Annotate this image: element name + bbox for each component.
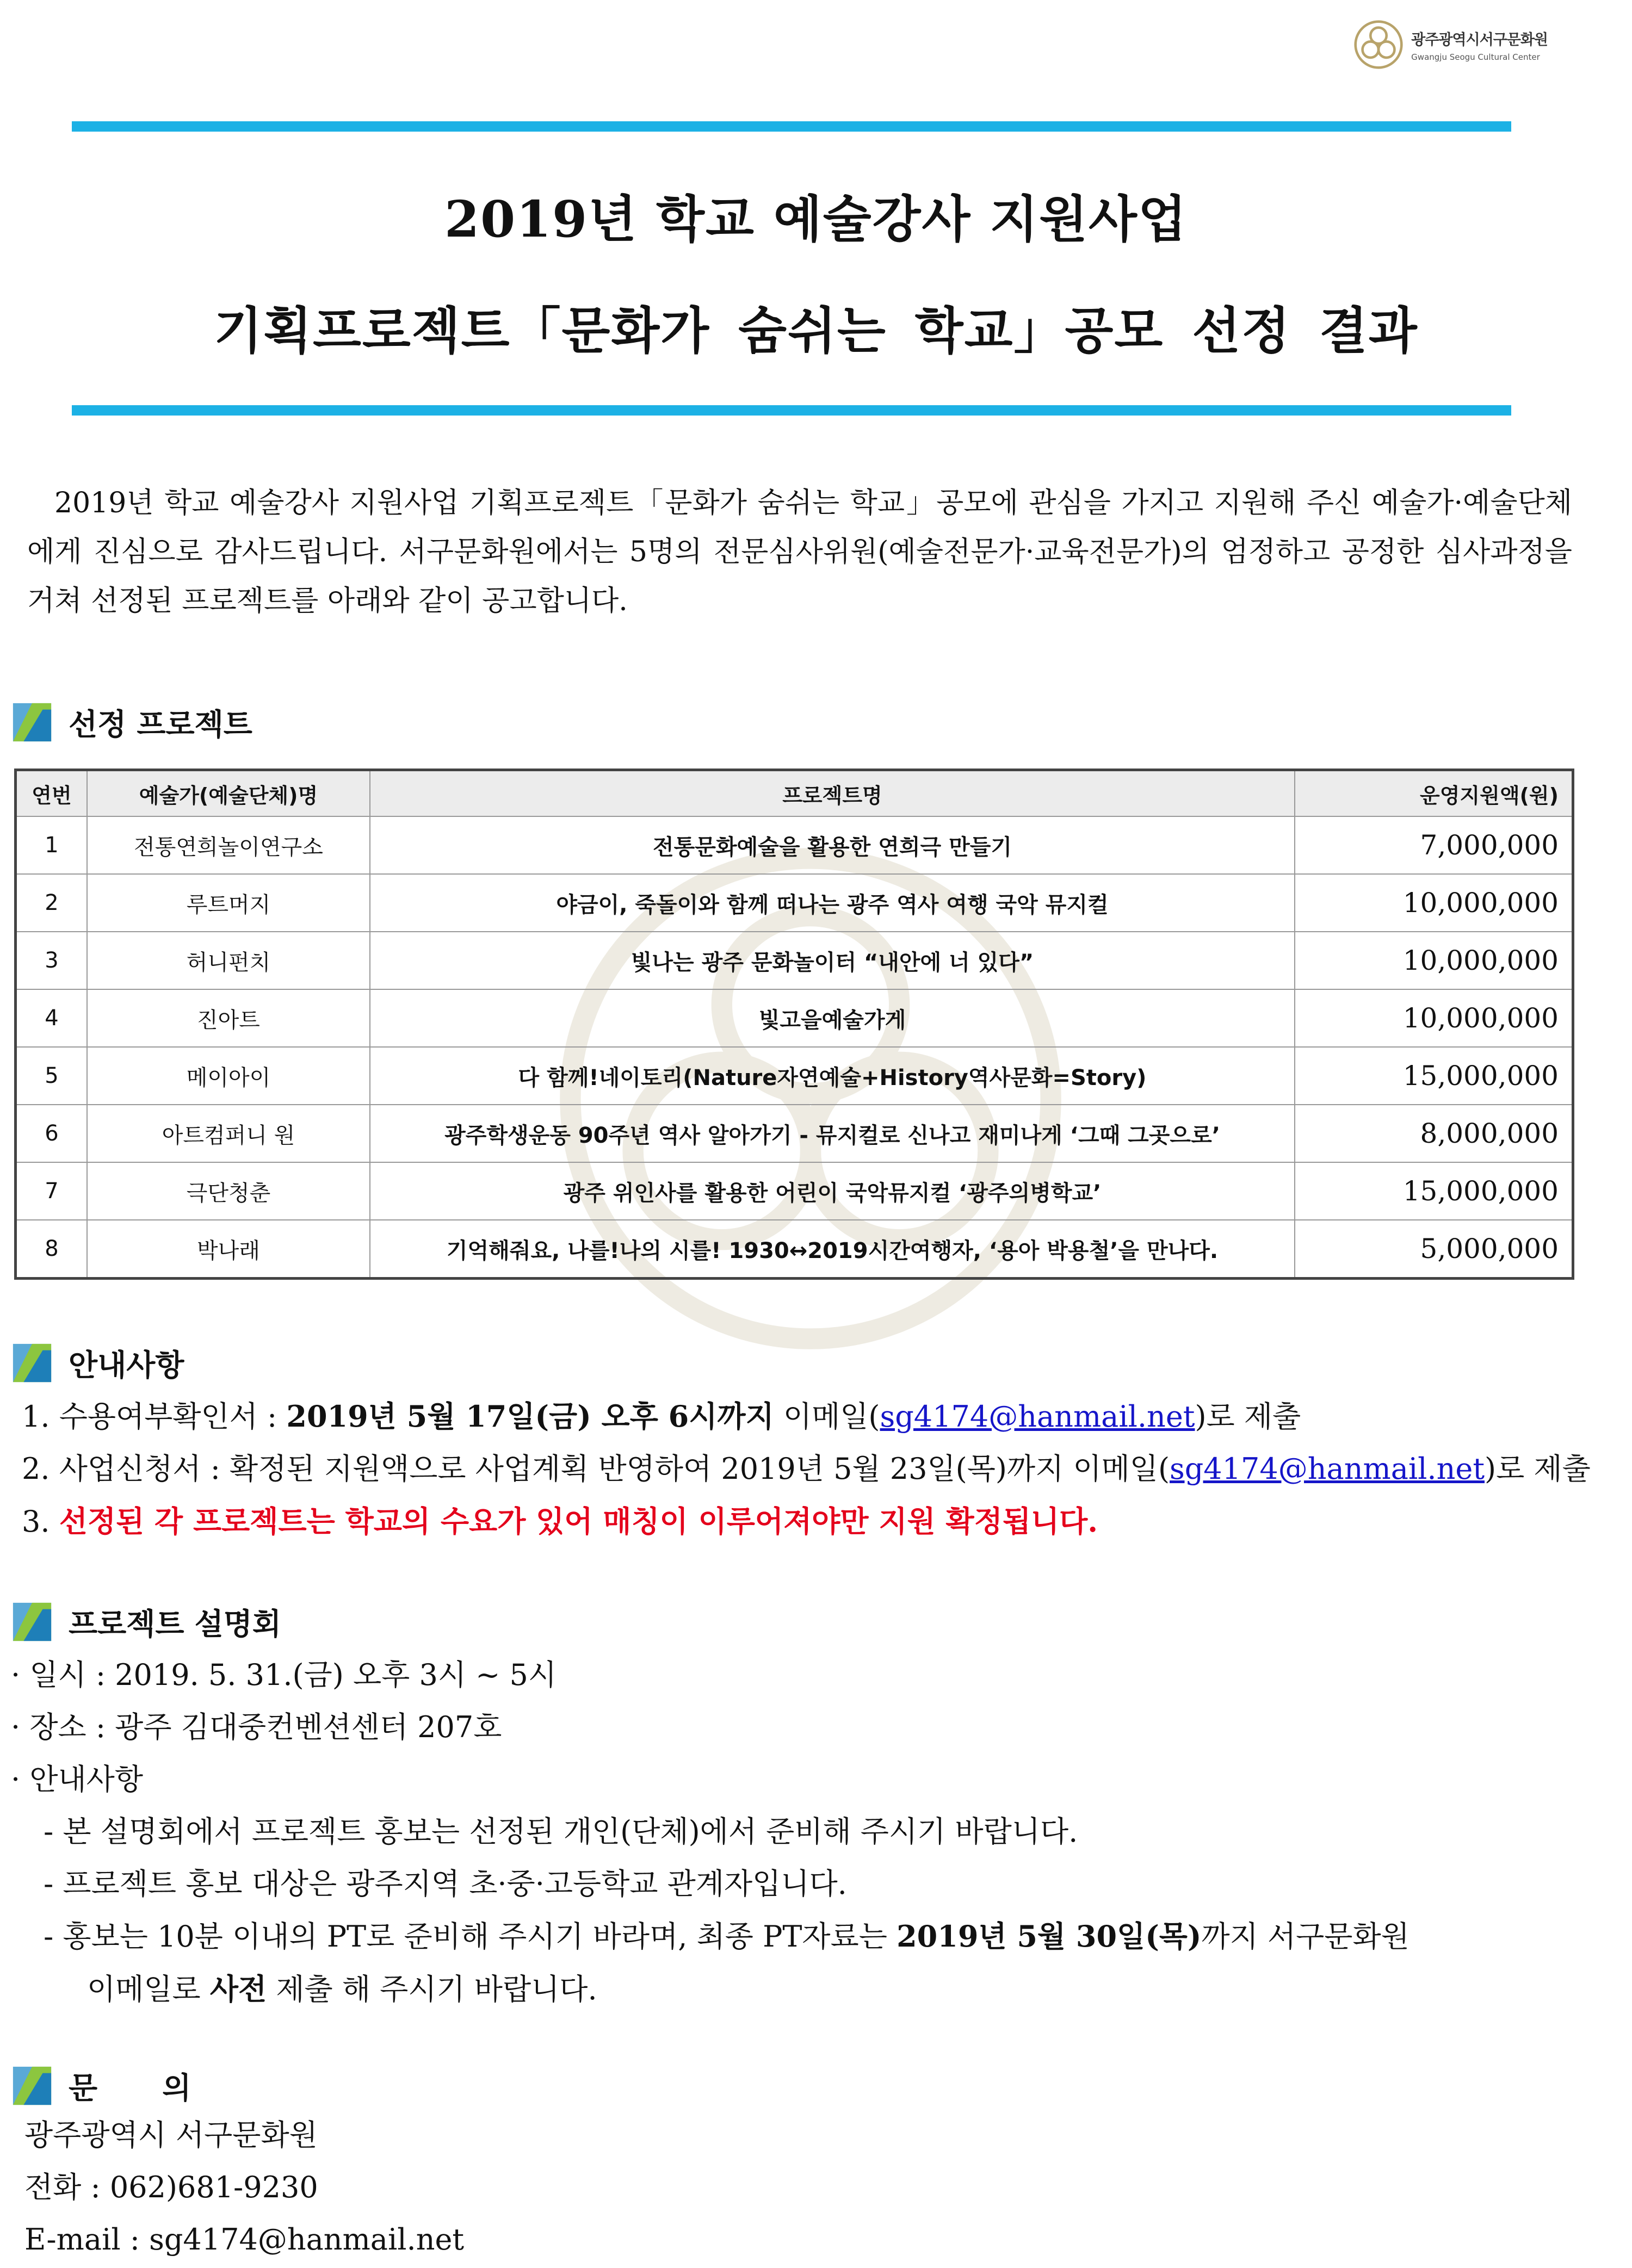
item-text: 까지 이메일( — [1006, 1452, 1170, 1486]
cell-no: 5 — [16, 1047, 88, 1105]
cell-amount: 10,000,000 — [1295, 874, 1573, 932]
contact-org: 광주광역시 서구문화원 — [24, 2118, 318, 2152]
header-amount: 운영지원액(원) — [1295, 770, 1573, 817]
item-text: 수용여부확인서 : — [59, 1399, 287, 1434]
cell-artist: 극단청춘 — [87, 1162, 370, 1220]
briefing-sub-1: - 본 설명회에서 프로젝트 홍보는 선정된 개인(단체)에서 준비해 주시기 바랍니다. — [44, 1814, 1078, 1849]
cell-amount: 10,000,000 — [1295, 932, 1573, 989]
cell-project: 빛나는 광주 문화놀이터 “내안에 너 있다” — [370, 932, 1295, 989]
deadline-text: 2019년 5월 30일(목) — [897, 1919, 1202, 1954]
logo-name-ko: 광주광역시서구문화원 — [1411, 31, 1548, 48]
projects-table — [14, 769, 1574, 1280]
cell-artist: 진아트 — [87, 989, 370, 1047]
cell-project: 전통문화예술을 활용한 연희극 만들기 — [370, 816, 1295, 874]
header-no: 연번 — [16, 770, 88, 817]
cell-amount: 7,000,000 — [1295, 816, 1573, 874]
briefing-notice: · 안내사항 — [11, 1762, 143, 1796]
table-row — [16, 816, 1573, 874]
item-text: 제출 해 주시기 바랍니다. — [267, 1972, 597, 2006]
bottom-rule — [72, 405, 1511, 416]
item-text: 이메일( — [774, 1399, 880, 1434]
briefing-list — [11, 1649, 1567, 2016]
cell-no: 7 — [16, 1162, 88, 1220]
intro-paragraph: 2019년 학교 예술강사 지원사업 기획프로젝트「문화가 숨쉬는 학교」공모에 관심을 가지고 지원해 주신 예술가·예술단체에게 진심으로 감사드립니다. 서구문화원에서는 5명의 전문심사위원(예술전문가·교육전문가)의 엄정하고 공정한 심사과정을 거쳐 선정된 프로젝트를 아래와 같이 공고합니다. — [27, 487, 1572, 617]
cell-no: 4 — [16, 989, 88, 1047]
contact-phone: 전화 : 062)681-9230 — [24, 2170, 318, 2204]
table-header-row — [16, 770, 1573, 817]
section-bullet-icon — [11, 1601, 53, 1643]
table-row — [16, 989, 1573, 1047]
section-selected-projects — [11, 701, 252, 743]
highlight-text: 선정된 각 프로젝트는 학교의 수요가 있어 매칭이 이루어져야만 지원 확정됩니다. — [59, 1504, 1098, 1539]
briefing-place: · 장소 : 광주 김대중컨벤션센터 207호 — [11, 1710, 502, 1744]
table-row — [16, 1220, 1573, 1279]
header-artist: 예술가(예술단체)명 — [87, 770, 370, 817]
briefing-date: · 일시 : 2019. 5. 31.(금) 오후 3시 ~ 5시 — [11, 1658, 557, 1692]
logo-name-en: Gwangju Seogu Cultural Center — [1411, 52, 1540, 62]
item-text: - 홍보는 10분 이내의 PT로 준비해 주시기 바라며, 최종 PT자료는 — [44, 1919, 897, 1954]
section-briefing — [11, 1600, 281, 1643]
cell-no: 1 — [16, 816, 88, 874]
cell-project: 야금이, 죽돌이와 함께 떠나는 광주 역사 여행 국악 뮤지컬 — [370, 874, 1295, 932]
cell-project: 광주 위인사를 활용한 어린이 국악뮤지컬 ‘광주의병학교’ — [370, 1162, 1295, 1220]
briefing-sub-3-cont — [11, 1963, 1567, 2016]
notice-item-1 — [22, 1390, 1578, 1443]
item-text: )로 제출 — [1195, 1399, 1301, 1434]
section-heading: 문 의 — [69, 2071, 219, 2105]
briefing-sub-2: - 프로젝트 홍보 대상은 광주지역 초·중·고등학교 관계자입니다. — [44, 1867, 847, 1901]
table-row — [16, 1105, 1573, 1162]
cell-artist: 박나래 — [87, 1220, 370, 1279]
item-text: 사업신청서 : 확정된 지원액으로 사업계획 반영하여 — [59, 1452, 721, 1486]
cell-amount: 5,000,000 — [1295, 1220, 1573, 1279]
emphasis-text: 사전 — [209, 1972, 267, 2006]
item-text: 까지 서구문화원 — [1201, 1919, 1410, 1954]
cell-amount: 15,000,000 — [1295, 1162, 1573, 1220]
notice-item-3 — [22, 1495, 1578, 1548]
section-contact — [11, 2064, 218, 2107]
title-line-2: 기획프로젝트「문화가 숨쉬는 학교」공모 선정 결과 — [214, 301, 1418, 360]
item-text: 이메일로 — [87, 1972, 210, 2006]
cell-no: 3 — [16, 932, 88, 989]
table-row — [16, 1162, 1573, 1220]
cell-project: 빛고을예술가게 — [370, 989, 1295, 1047]
cell-artist: 허니펀치 — [87, 932, 370, 989]
contact-email: E-mail : sg4174@hanmail.net — [24, 2222, 465, 2257]
cell-no: 8 — [16, 1220, 88, 1279]
item-number: 2. — [22, 1452, 50, 1486]
email-link[interactable]: sg4174@hanmail.net — [880, 1399, 1195, 1434]
table-row — [16, 1047, 1573, 1105]
email-link[interactable]: sg4174@hanmail.net — [1170, 1452, 1485, 1486]
cell-no: 6 — [16, 1105, 88, 1162]
section-heading: 프로젝트 설명회 — [69, 1607, 282, 1641]
cell-artist: 전통연희놀이연구소 — [87, 816, 370, 874]
cell-project: 다 함께!네이토리(Nature자연예술+History역사문화=Story) — [370, 1047, 1295, 1105]
deadline-text: 2019년 5월 17일(금) 오후 6시까지 — [286, 1399, 774, 1434]
logo-emblem-icon — [1353, 20, 1404, 70]
section-heading: 선정 프로젝트 — [69, 707, 252, 742]
notice-list — [22, 1390, 1591, 1548]
deadline-text: 2019년 5월 23일(목) — [721, 1452, 1007, 1486]
item-number: 1. — [22, 1399, 50, 1434]
contact-list — [24, 2109, 1580, 2266]
cell-artist: 아트컴퍼니 원 — [87, 1105, 370, 1162]
table-row — [16, 932, 1573, 989]
top-rule — [72, 121, 1511, 132]
cell-artist: 메이아이 — [87, 1047, 370, 1105]
cell-artist: 루트머지 — [87, 874, 370, 932]
cell-project: 기억해줘요, 나를!나의 시를! 1930↔2019시간여행자, ‘용아 박용철’을 만나다. — [370, 1220, 1295, 1279]
table-row — [16, 874, 1573, 932]
cell-amount: 15,000,000 — [1295, 1047, 1573, 1105]
section-bullet-icon — [11, 701, 53, 743]
cell-project: 광주학생운동 90주년 역사 알아가기 - 뮤지컬로 신나고 재미나게 ‘그때 그곳으로’ — [370, 1105, 1295, 1162]
title-line-1: 2019년 학교 예술강사 지원사업 — [444, 190, 1188, 249]
cell-no: 2 — [16, 874, 88, 932]
section-bullet-icon — [11, 1342, 53, 1384]
item-text: )로 제출 — [1485, 1452, 1591, 1486]
section-heading: 안내사항 — [69, 1348, 184, 1383]
section-notice — [11, 1341, 184, 1384]
header-project: 프로젝트명 — [370, 770, 1295, 817]
logo — [1353, 20, 1548, 70]
notice-item-2 — [22, 1443, 1591, 1495]
cell-amount: 10,000,000 — [1295, 989, 1573, 1047]
briefing-sub-3 — [11, 1910, 1567, 1963]
cell-amount: 8,000,000 — [1295, 1105, 1573, 1162]
section-bullet-icon — [11, 2065, 53, 2107]
item-number: 3. — [22, 1504, 50, 1539]
